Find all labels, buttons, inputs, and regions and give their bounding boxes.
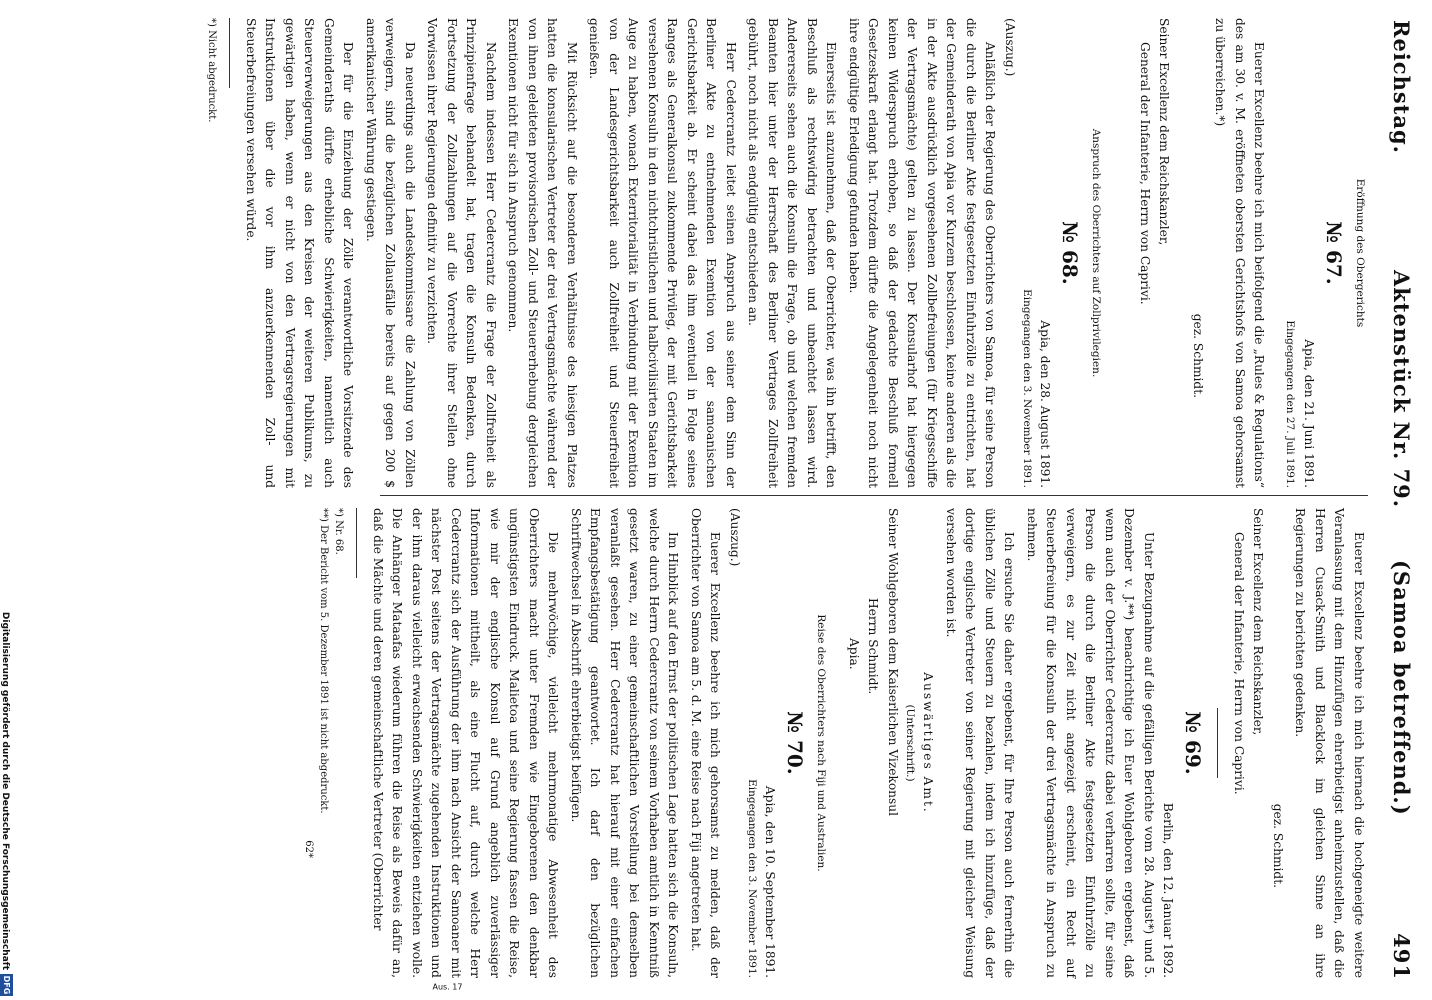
- margin-note: Aus. 17: [432, 982, 463, 992]
- document-date: Apia, den 28. August 1891.: [1038, 320, 1053, 488]
- header-center: Aktenstück Nr. 79.: [1389, 270, 1414, 509]
- signature: gez. Schmidt.: [1271, 803, 1285, 888]
- paragraph: Mit Rücksicht auf die besonderen Verhältnisse des hiesigen Platzes hatten die konsularischen Vertreter der drei Vertragsmächte während der von ihnen geleiteten provisorischen Zoll- und Steuererhebung dergleichen Exemtionen nicht für sich in Anspruch genommen.: [506, 18, 579, 488]
- paragraph: Unter Bezugnahme auf die gefälligen Berichte vom 28. August*) und 5. Dezember v. J.**) benachrichtige ich Euer Wohlgeboren ergebenst, daß wenn auch der Oberrichter Cedercrantz dabei verharren sollte, für seine Person die durch die Berliner Akte festgesetzten Einfuhrzölle zu verweigern, es zur Zeit nicht angezeigt erscheint, ein Recht auf Steuerbefreiung für die Konsuln der drei Vertragsmächte in Anspruch zu nehmen.: [1025, 508, 1156, 978]
- document-number: № 69.: [1181, 711, 1206, 775]
- paragraph: Die mehrwöchige, vielleicht mehrmonatige Abwesenheit des Oberrichters macht unter Fremden wie Eingeborenen den denkbar ungünstigsten Eindruck. Malietoa und seine Regierung fassen die Reise, wie mir der englische Konsul auf Grund angeblich zuverlässiger Informationen mittheilt, als eine Flucht auf, durch welche Herr Cedercrantz sich der Ausführung der ihm nach Ansicht der Samoaner mit nächster Post seitens der Vertragsmächte zugehenden Instruktionen und der ihm daraus vielleicht erwachsenden Schwierigkeiten entziehen wolle. Die Anhänger Mataafas wiederum führen die Reise als Beweis dafür an, daß die Mächte und deren gemeinschaftliche Vertreter (Oberrichter: [371, 508, 561, 978]
- paragraph: Da neuerdings auch die Landeskommissare die Zahlung von Zöllen verweigern, sind die bezüglichen Zollausfälle bereits auf gegen 200 $ amerikanischer Währung gestiegen.: [364, 18, 417, 488]
- document-number: № 70.: [783, 711, 808, 775]
- header-subject: (Samoa betreffend.): [1389, 560, 1414, 816]
- dfg-logo-icon: DFG: [0, 974, 13, 996]
- paragraph: Einerseits ist anzunehmen, daß der Oberrichter, was ihn betrifft, den Beschluß als rechtswidrig betrachten und unbeachtet lassen wird. Andererseits sehen auch die Konsuln die Frage, ob und welchen fremden Beamten hier unter der Herrschaft des Berliner Vertrages Zollfreiheit gebührt, noch nicht als endgültig entschieden an.: [746, 18, 839, 488]
- addressee-line: General der Infanterie, Herrn von Caprivi.: [1138, 42, 1152, 305]
- paragraph: Ich ersuche Sie daher ergebenst, für Ihre Person auch fernerhin die üblichen Zölle und Steuern zu bezahlen, indem ich hinzufüge, daß der dortige englische Vertreter von seiner Regierung mit gleicher Weisung versehen worden ist.: [944, 508, 1017, 978]
- addressee-line: Seiner Excellenz dem Reichskanzler,: [1157, 18, 1172, 246]
- addressee-line: Seiner Excellenz dem Reichskanzler,: [1251, 508, 1266, 736]
- footnote: **) Der Bericht vom 5. Dezember 1891 ist nicht abgedruckt.: [318, 508, 330, 814]
- office-name: Auswärtiges Amt.: [921, 672, 936, 814]
- paragraph: Euerer Excellenz beehre ich mich hiernach die hochgeneigte weitere Veranlassung mit dem Hinzufügen ehrerbietigst anheimzustellen, daß die Herren Cusack-Smith und Blacklock im gleichen Sinne an ihre Regierungen zu berichten gedenken.: [1293, 508, 1366, 978]
- dfg-footer: [0, 0, 10, 1000]
- paragraph: Herr Cedercrantz leitet seinen Anspruch aus seiner dem Sinn der Berliner Akte zu entnehmenden Exemtion von der samoanischen Gerichtsbarkeit ab. Er scheint dabei das ihm eventuell in Folge seines Ranges als Generalkonsul zukommende Privileg, der mit Gerichtsbarkeit versehenen Konsuln in den nichtchristlichen und halbcivilisirten Staaten im Auge zu haben, wonach Exterritorialität in Verbindung mit der Exemtion von der Landesgerichtsbarkeit auch Zollfreiheit und Steuerfreiheit genießen.: [587, 18, 738, 488]
- document-date: Apia, den 21. Juni 1891.: [1302, 339, 1316, 488]
- column-divider: [380, 495, 1368, 496]
- paragraph: Anläßlich der Regierung des Oberrichters von Samoa, für seine Person die durch die Berliner Akte festgesetzten Einfuhrzölle zu entrichten, hat der Gemeinderath von Apia vor Kurzem beschlossen, keine anderen als die in der Akte ausdrücklich vorgesehenen Zollbefreiungen (für Kriegsschiffe der Vertragsmächte) gelten zu lassen. Der Konsularhof hat hiergegen keinen Widerspruch erhoben, so daß der gedachte Beschluß formell Gesetzeskraft erlangt hat. Trotzdem dürfte die Angelegenheit noch nicht ihre endgültige Erledigung gefunden haben.: [847, 18, 998, 488]
- right-column: [12, 508, 1368, 978]
- signature: (Unterschrift.): [904, 704, 916, 782]
- header-left: Reichstag.: [1389, 20, 1414, 154]
- section-title: Anspruch des Oberrichters auf Zollprivilegien.: [1090, 128, 1103, 378]
- received-date: Eingegangen den 3. November 1891.: [746, 779, 758, 978]
- page-number: 491: [1389, 933, 1414, 980]
- left-column: [12, 18, 1368, 488]
- page-header: [1378, 20, 1424, 980]
- paragraph: Im Hinblick auf den Ernst der politischen Lage hatten sich die Konsuln, welche durch Herrn Cedercrantz von seinem Vorhaben amtlich in Kenntniß gesetzt waren, zu einer gemeinschaftlichen Vorstellung bei demselben veranlaßt gesehen. Herr Cedercrantz hat hierauf mit einer einfachen Empfangsbestätigung geantwortet. Ich darf den bezüglichen Schriftwechsel in Abschrift ehrerbietigst beifügen.: [569, 508, 681, 978]
- paragraph: Nachdem indessen Herr Cedercrantz die Frage der Zollfreiheit als Prinzipienfrage behandelt hat, tragen die Konsuln Bedenken, durch Fortsetzung der Zollzahlungen auf die Vorrechte ihrer Stellen ohne Vorwissen ihrer Regierungen definitiv zu verzichten.: [425, 18, 498, 488]
- addressee-line: Herrn Schmidt.: [866, 598, 881, 695]
- section-title: Eröffnung des Obergerichts: [1354, 178, 1366, 328]
- section-title: Reise des Oberrichters nach Fiji und Australien.: [815, 614, 828, 872]
- document-date: Berlin, den 12. Januar 1892.: [1161, 802, 1176, 978]
- dfg-credit: Digitalisierung gefördert durch die Deutsche Forschungsgemeinschaft: [0, 611, 10, 970]
- extract-label: (Auszug.): [1003, 18, 1017, 77]
- received-date: Eingegangen den 27. Juli 1891.: [1284, 320, 1297, 488]
- signature-mark: 62*: [303, 840, 315, 858]
- document-date: Apia, den 10. September 1891.: [763, 785, 778, 978]
- paragraph: Euerer Excellenz beehre ich mich gehorsamst zu melden, daß der Oberrichter von Samoa am 5. d. M. eine Reise nach Fiji angetreten hat.: [689, 508, 723, 978]
- signature: gez. Schmidt.: [1191, 313, 1205, 398]
- addressee-line: General der Infanterie, Herrn von Caprivi.: [1232, 532, 1246, 795]
- footnote: *) Nr. 68.: [333, 508, 345, 555]
- document-number: № 68.: [1058, 221, 1083, 285]
- paragraph: Der für die Einziehung der Zölle verantwortliche Vorsitzende des Gemeinderaths dürfte erhebliche Schwierigkeiten, namentlich auch Steuerverweigerungen aus den Kreisen der weiteren Publikums, zu gewärtigen haben, wenn er nicht von den Vertragsregierungen mit Instruktionen über die vor ihm anzuerkennenden Zoll- und Steuerbefreiungen versehen würde.: [244, 18, 356, 488]
- paragraph: Euerer Excellenz beehre ich mich beifolgend die „Rules & Regulations“ des am 30. v. M. eröffneten obersten Gerichtshofs von Samoa gehorsamst zu überreichen.*): [1213, 18, 1267, 488]
- received-date: Eingegangen den 3. November 1891.: [1021, 289, 1033, 488]
- footnote: *) Nicht abgedruckt.: [206, 18, 218, 123]
- document-number: № 67.: [1322, 221, 1346, 285]
- addressee-line: Apia.: [847, 638, 861, 670]
- addressee-line: Seiner Wohlgeboren dem Kaiserlichen Vizekonsul: [886, 508, 900, 817]
- extract-label: (Auszug.): [728, 508, 742, 567]
